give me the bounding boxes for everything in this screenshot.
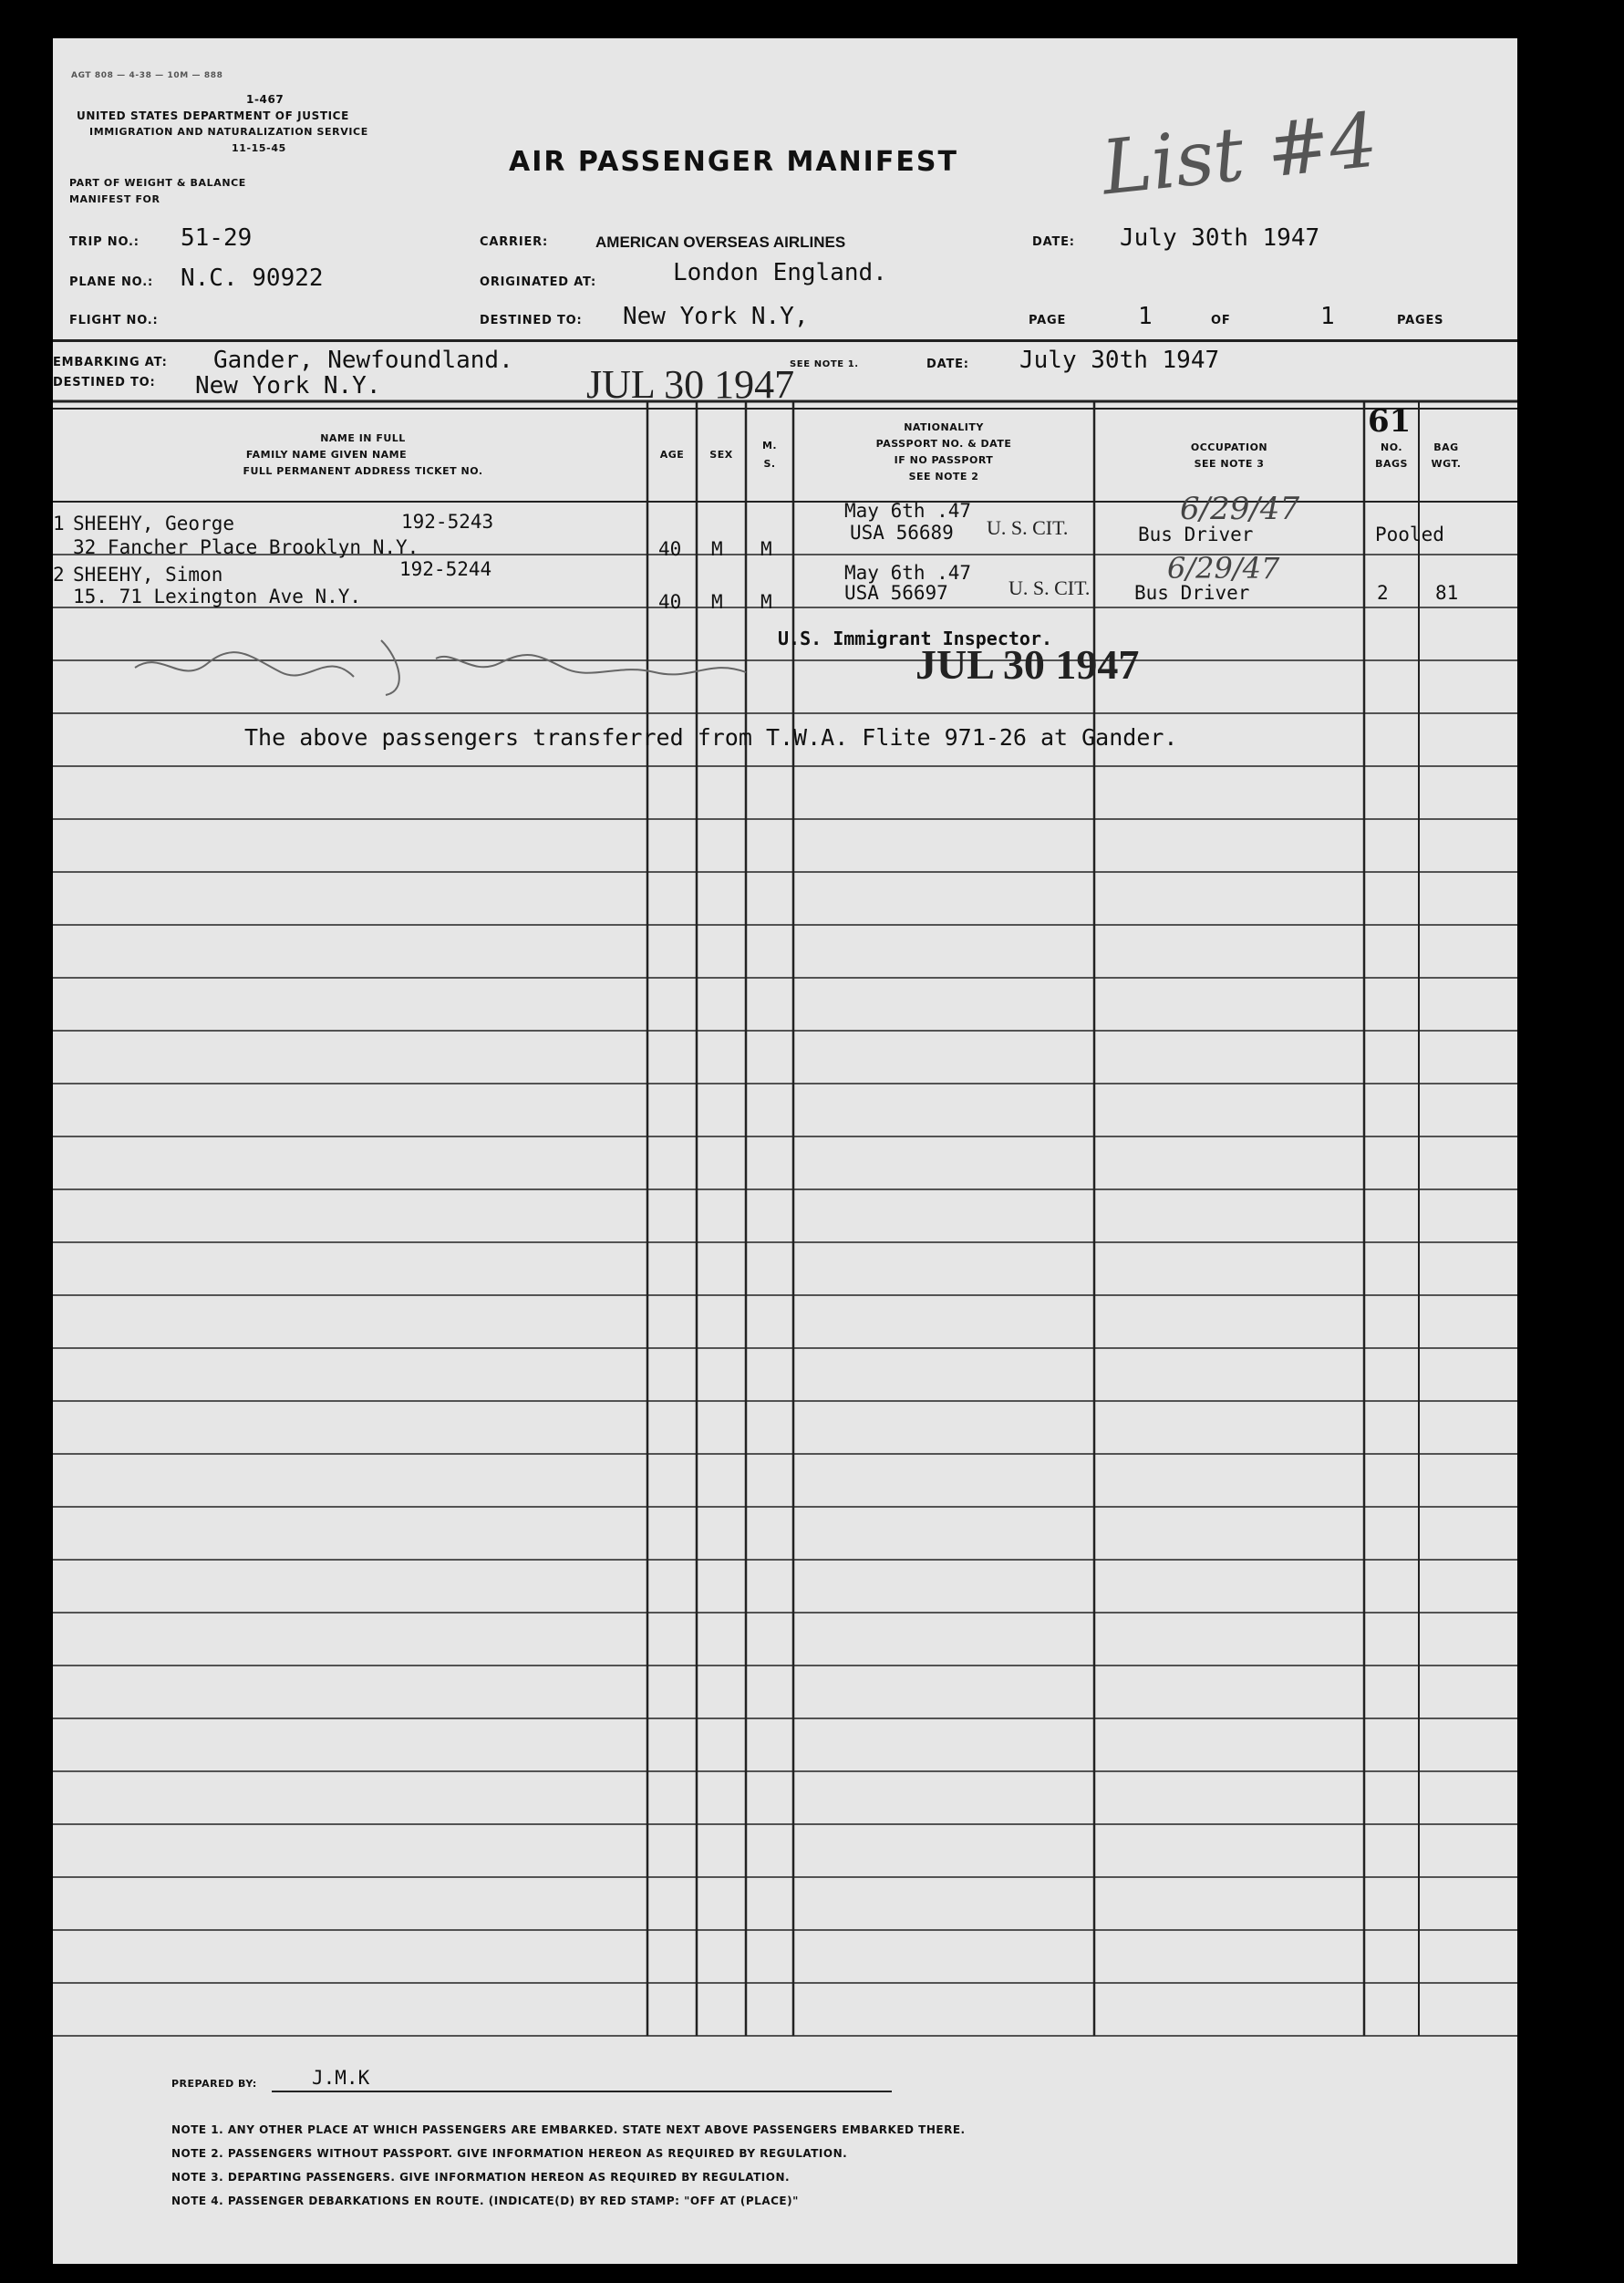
date-value: July 30th 1947: [1120, 224, 1320, 252]
passenger-number: 1: [53, 513, 65, 534]
handwritten-date: 6/29/47: [1180, 491, 1300, 527]
col-name-line-2: FAMILY NAME GIVEN NAME: [245, 449, 408, 461]
note-2: NOTE 2. PASSENGERS WITHOUT PASSPORT. GIVE INFORMATION HEREON AS REQUIRED BY REGULATION.: [171, 2147, 848, 2160]
passenger-address: 32 Fancher Place Brooklyn N.Y.: [73, 536, 419, 558]
list-annotation: List #4: [1097, 97, 1381, 213]
see-note-label: SEE NOTE 1.: [790, 359, 859, 369]
prepared-underline: [272, 2091, 892, 2092]
passenger-age: 40: [658, 591, 682, 613]
embarking-value: Gander, Newfoundland.: [213, 347, 513, 374]
trip-value: 51-29: [181, 224, 253, 252]
occupation: Bus Driver: [1138, 524, 1254, 545]
bags-value: Pooled: [1375, 524, 1444, 545]
destined-value: New York N.Y,: [623, 303, 809, 330]
col-age: AGE: [659, 449, 685, 461]
passenger-number: 2: [53, 564, 65, 586]
flight-label: FLIGHT NO.:: [69, 314, 159, 327]
form-code: AGT 808 — 4-38 — 10M — 888: [71, 71, 223, 80]
manifest-page: [53, 38, 1517, 2264]
plane-value: N.C. 90922: [181, 265, 324, 292]
citizen-stamp: U. S. CIT.: [1009, 576, 1091, 599]
service: IMMIGRATION AND NATURALIZATION SERVICE: [89, 126, 368, 138]
passenger-address: 15. 71 Lexington Ave N.Y.: [73, 586, 362, 607]
note-1: NOTE 1. ANY OTHER PLACE AT WHICH PASSENGERS ARE EMBARKED. STATE NEXT ABOVE PASSENGERS EMBARKED THERE.: [171, 2123, 966, 2136]
ticket-number: 192-5244: [399, 558, 492, 580]
col-name-line-1: NAME IN FULL: [320, 432, 406, 444]
col-nat-2: PASSPORT NO. & DATE: [875, 438, 1012, 450]
page-label: PAGE: [1029, 314, 1067, 327]
col-occupation-1: OCCUPATION: [1190, 441, 1268, 453]
inspector-signature: [108, 622, 782, 704]
embark-destined-value: New York N.Y.: [195, 372, 381, 400]
col-occupation-2: SEE NOTE 3: [1194, 458, 1265, 470]
col-nat-4: SEE NOTE 2: [908, 471, 979, 483]
plane-label: PLANE NO.:: [69, 275, 153, 289]
originated-value: London England.: [673, 259, 887, 286]
passenger-sex: M: [711, 538, 723, 560]
ticket-number: 192-5243: [401, 511, 494, 533]
passenger-name: SHEEHY, George: [73, 513, 235, 534]
carrier-value: AMERICAN OVERSEAS AIRLINES: [595, 233, 846, 251]
pages-label: PAGES: [1397, 314, 1444, 327]
passport-number: USA 56697: [844, 582, 948, 604]
bag-weight: 81: [1435, 582, 1459, 604]
note-4: NOTE 4. PASSENGER DEBARKATIONS EN ROUTE. (INDICATE(D) BY RED STAMP: "OFF AT (PLACE)": [171, 2195, 799, 2207]
col-nat-3: IF NO PASSPORT: [894, 454, 994, 466]
date-stamp: JUL 30 1947: [586, 362, 795, 407]
col-bags-1: NO.: [1381, 441, 1402, 453]
col-sex: SEX: [709, 449, 733, 461]
citizen-stamp: U. S. CIT.: [987, 516, 1069, 539]
date-label: DATE:: [1032, 235, 1075, 249]
handwritten-date: 6/29/47: [1167, 551, 1280, 586]
manifest-table-grid: [53, 38, 1517, 2264]
passenger-age: 40: [658, 538, 682, 560]
revision-date: 11-15-45: [232, 142, 286, 154]
form-number: 1-467: [246, 93, 284, 106]
embark-date-label: DATE:: [926, 358, 969, 371]
col-nat-1: NATIONALITY: [904, 421, 984, 433]
col-bag-wgt-2: WGT.: [1431, 458, 1462, 470]
originated-label: ORIGINATED AT:: [480, 275, 597, 289]
destined-label: DESTINED TO:: [480, 314, 583, 327]
part-of-line-2: MANIFEST FOR: [69, 193, 160, 205]
embark-destined-label: DESTINED TO:: [53, 376, 156, 389]
prepared-value: J.M.K: [312, 2067, 370, 2089]
embarking-label: EMBARKING AT:: [53, 356, 168, 369]
col-bag-wgt-1: BAG: [1433, 441, 1459, 453]
col-bags-2: BAGS: [1375, 458, 1408, 470]
bags-value: 2: [1377, 582, 1389, 604]
of-value: 1: [1320, 303, 1335, 330]
prepared-label: PREPARED BY:: [171, 2078, 257, 2090]
passport-date: May 6th .47: [844, 500, 972, 522]
passenger-sex: M: [711, 591, 723, 613]
of-label: OF: [1211, 314, 1231, 327]
part-of-line-1: PART OF WEIGHT & BALANCE: [69, 177, 246, 189]
note-3: NOTE 3. DEPARTING PASSENGERS. GIVE INFORMATION HEREON AS REQUIRED BY REGULATION.: [171, 2171, 791, 2184]
carrier-label: CARRIER:: [480, 235, 548, 249]
passport-date: May 6th .47: [844, 562, 972, 584]
col-name-line-3: FULL PERMANENT ADDRESS TICKET NO.: [243, 465, 483, 477]
passenger-marital: M: [760, 591, 772, 613]
occupation: Bus Driver: [1134, 582, 1250, 604]
inspector-title: U.S. Immigrant Inspector.: [778, 628, 1053, 649]
department: UNITED STATES DEPARTMENT OF JUSTICE: [77, 109, 349, 122]
bags-count-mark: 61: [1368, 403, 1412, 440]
trip-label: TRIP NO.:: [69, 235, 140, 249]
passenger-name: SHEEHY, Simon: [73, 564, 223, 586]
passport-number: USA 56689: [850, 522, 954, 544]
inspector-date-stamp: JUL 30 1947: [915, 641, 1140, 688]
transfer-remark: The above passengers transferred from T.W.A. Flite 971-26 at Gander.: [244, 724, 1178, 751]
passenger-marital: M: [760, 538, 772, 560]
col-ms-1: M.: [761, 440, 778, 451]
form-title: AIR PASSENGER MANIFEST: [509, 146, 958, 178]
embark-date-value: July 30th 1947: [1019, 347, 1220, 374]
col-ms-2: S.: [763, 458, 776, 470]
page-value: 1: [1138, 303, 1153, 330]
